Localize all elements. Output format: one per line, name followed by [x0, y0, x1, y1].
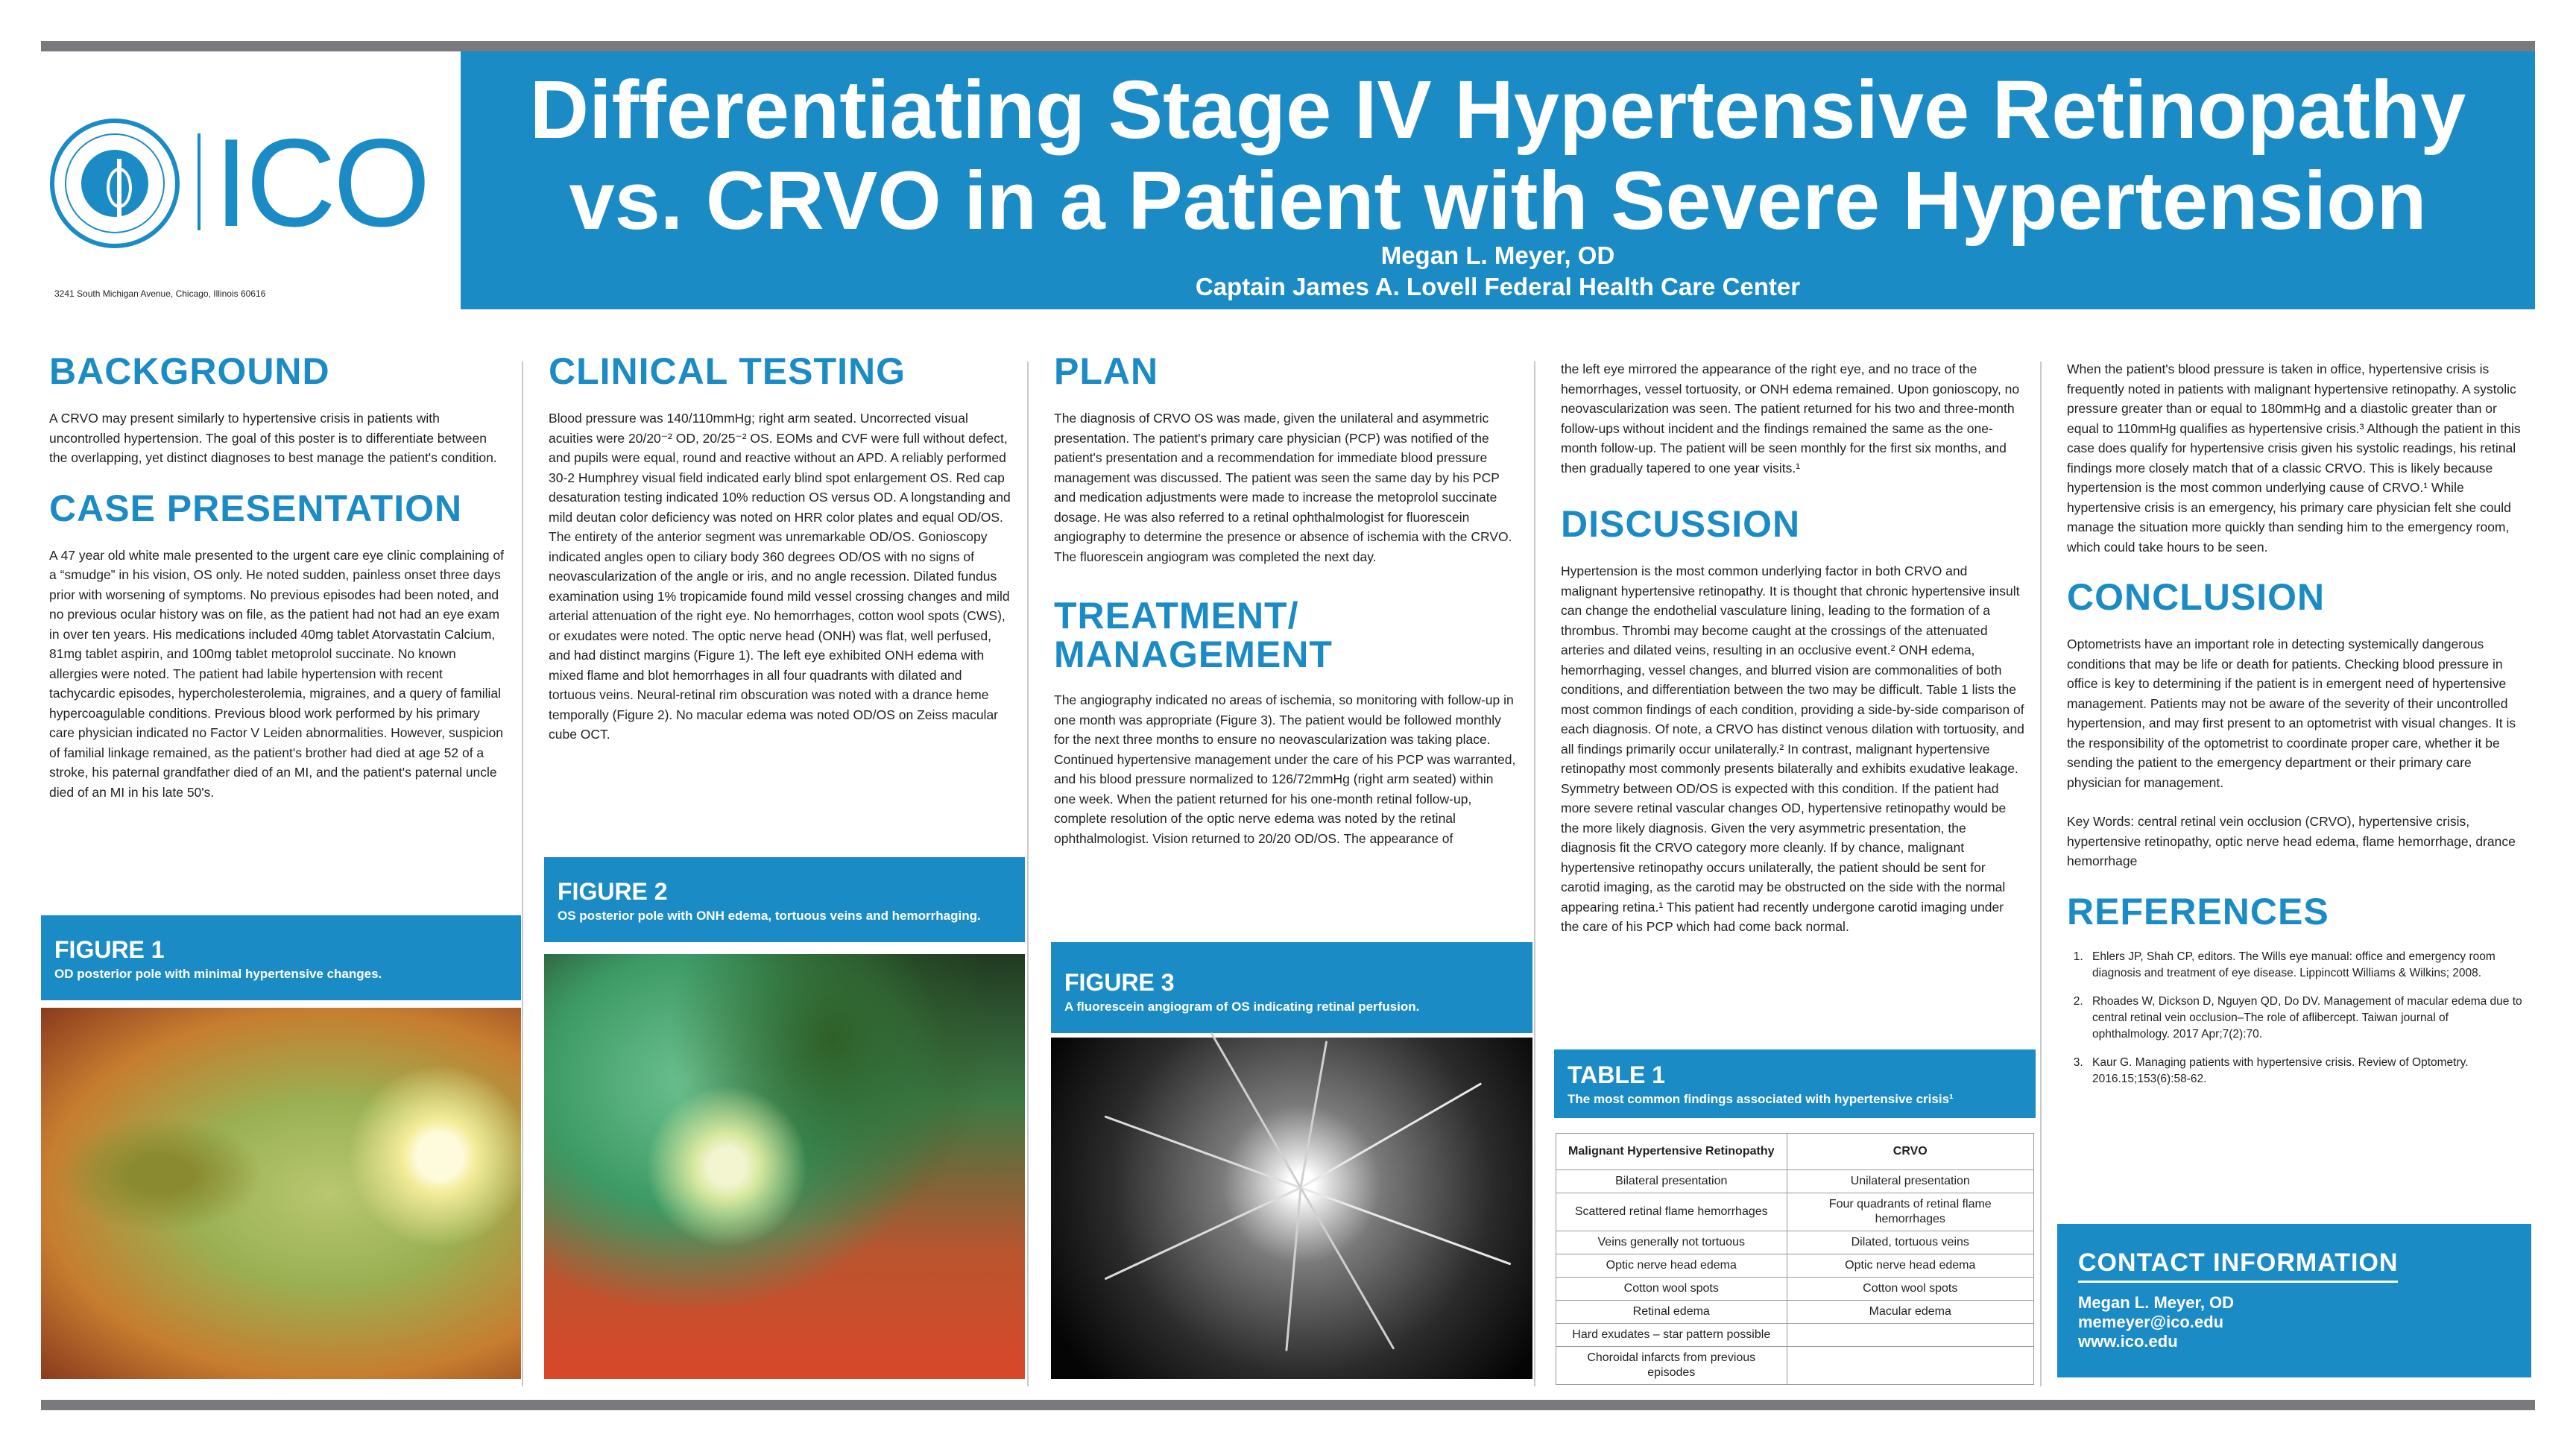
column-divider: [2040, 362, 2042, 1386]
discussion-continuation-text: When the patient's blood pressure is taken in office, hypertensive crisis is frequently noted in patients with malignant hypertensive retinopathy. A systolic pressure greater than or equal to 180mmHg and a diastolic greater than or equal to 110mmHg qualifies as hypertensive crisis.³ Although the patient in this case does qualify for hypertensive crisis given his systolic readings, his retinal findings more closely match that of a classic CRVO. This is likely because hypertension is the most common underlying cause of CRVO.¹ While hypertensive crisis is an emergency, his primary care physician felt she could manage the situation more quickly than sending him to the emergency room, which could take hours to be seen.: [2067, 362, 2521, 555]
title-line-1: Differentiating Stage IV Hypertensive Retinopathy: [529, 64, 2466, 156]
table-cell-mhr: Hard exudates – star pattern possible: [1556, 1324, 1787, 1347]
table-cell-mhr: Scattered retinal flame hemorrhages: [1556, 1193, 1787, 1231]
table-cell-crvo: Cotton wool spots: [1787, 1278, 2034, 1301]
table-1-header: [1554, 1049, 2036, 1118]
table-row: [1556, 1301, 2034, 1324]
address: 3241 South Michigan Avenue, Chicago, Illinois 60616: [54, 288, 266, 299]
figure-2-caption: OS posterior pole with ONH edema, tortuous veins and hemorrhaging.: [558, 909, 981, 923]
table-row: [1556, 1278, 2034, 1301]
contact-name: Megan L. Meyer, OD: [2078, 1293, 2235, 1312]
affiliation: Captain James A. Lovell Federal Health Care Center: [1195, 273, 1801, 300]
figure-2-title: FIGURE 2: [558, 878, 668, 905]
poster-title: [461, 65, 2535, 247]
title-line-2: vs. CRVO in a Patient with Severe Hypertension: [569, 155, 2427, 247]
table-row: [1556, 1170, 2034, 1193]
discussion-text: Hypertension is the most common underlying factor in both CRVO and malignant hypertensive retinopathy. It is thought that chronic hypertensive insult can change the endothelial vasculature lining, leading to the formation of a thrombus. Thrombi may become caught at the crossings of the attenuated arteries and dilated veins, resulting in an occlusive event.² ONH edema, hemorrhaging, vessel changes, and blurred vision are commonalities of both conditions, and differentiation between the two may be difficult. Table 1 lists the most common findings of each condition, providing a side-by-side comparison of each diagnosis. Of note, a CRVO has distinct venous dilation with tortuosity, and all findings primarily occur unilaterally.² In contrast, malignant hypertensive retinopathy most commonly presents bilaterally and exhibits exudative leakage. Symmetry between OD/OS is expected with this condition. If the patient had more severe retinal vascular changes OD, hypertensive retinopathy would be the more likely diagnosis. Given the very asymmetric presentation, the diagnosis fit the CRVO category more cleanly. If by chance, malignant hypertensive retinopathy occurs unilaterally, the patient should be sent for carotid imaging, as the carotid may be obstructed on the side with the normal appearing retina.¹ This patient had recently undergone carotid imaging under the care of his PCP which had come back normal.: [1561, 564, 2024, 934]
figure-2: [544, 857, 1025, 942]
table-1-caption: The most common findings associated with hypertensive crisis¹: [1568, 1092, 1954, 1106]
table-cell-mhr: Bilateral presentation: [1556, 1170, 1787, 1193]
table-header-crvo: CRVO: [1787, 1134, 2034, 1170]
figure-1-caption: OD posterior pole with minimal hypertensive changes.: [54, 967, 382, 981]
references-list: [2067, 949, 2529, 1087]
table-cell-mhr: Retinal edema: [1556, 1301, 1787, 1324]
bottom-bar: [41, 1400, 2535, 1410]
treatment-text: The angiography indicated no areas of ischemia, so monitoring with follow-up in one month was appropriate (Figure 3). The patient would be followed monthly for the next three months to ensure no neovascularization was taking place. Continued hypertensive management under the care of his PCP was warranted, and his blood pressure normalized to 126/72mmHg (right arm seated) within one week. When the patient returned for his one-month retinal follow-up, complete resolution of the optic nerve edema was noted by the retinal ophthalmologist. Vision returned to 20/20 OD/OS. The appearance of: [1054, 692, 1516, 846]
table-1: [1554, 1049, 2036, 1385]
background-heading: BACKGROUND: [49, 350, 330, 392]
header-banner: [461, 51, 2535, 309]
college-seal: [50, 119, 180, 248]
table-cell-mhr: Cotton wool spots: [1556, 1278, 1787, 1301]
figure-3-title: FIGURE 3: [1064, 969, 1175, 996]
figure-2-image: [544, 954, 1025, 1379]
column-1: [49, 350, 504, 821]
case-presentation-text: A 47 year old white male presented to the urgent care eye clinic complaining of a “smudge” in his vision, OS only. He noted sudden, painless onset three days prior with worsening of symptoms. No previous episodes had been noted, and no previous ocular history was on file, as the patient had not had an eye exam in over ten years. His medications included 40mg tablet Atorvastatin Calcium, 81mg tablet aspirin, and 100mg tablet metoprolol succinate. No known allergies were noted. The patient had labile hypertension with recent tachycardic episodes, hypercholesterolemia, migraines, and a query of familial hypercoagulable conditions. Previous blood work performed by his primary care physician indicated no Factor V Leiden abnormalities. However, suspicion of familial linkage remained, as the patient's brother had died at age 52 of a stroke, his paternal grandfather died of an MI, and the patient's paternal uncle died of an MI in his late 50's.: [49, 547, 504, 800]
column-4: [1561, 359, 2024, 956]
table-cell-crvo: Unilateral presentation: [1787, 1170, 2034, 1193]
figure-1-image: [41, 1008, 521, 1379]
ico-logo: ICO: [214, 113, 428, 253]
table-row: [1556, 1324, 2034, 1347]
treatment-heading: [1054, 596, 1516, 674]
figure-2-header: [544, 857, 1025, 942]
treatment-heading-line-2: MANAGEMENT: [1054, 634, 1333, 675]
logo-panel: [41, 51, 461, 309]
figure-3-header: [1051, 942, 1532, 1033]
top-bar: [41, 41, 2535, 51]
column-2: [549, 350, 1011, 764]
figure-1-header: [41, 915, 521, 1000]
discussion-heading: DISCUSSION: [1561, 503, 1801, 545]
treatment-continuation-text: the left eye mirrored the appearance of the right eye, and no trace of the hemorrhages, vessel tortuosity, or ONH edema remained. Upon gonioscopy, no neovascularization was seen. The patient returned for his two and three-month follow-ups without incident and the findings remained the same as the one-month follow-up. The patient will be seen monthly for the first six months, and then gradually tapered to one year visits.¹: [1561, 362, 2020, 476]
contact-website[interactable]: www.ico.edu: [2078, 1332, 2178, 1351]
author: Megan L. Meyer, OD: [1380, 242, 1615, 269]
table-row: [1556, 1193, 2034, 1231]
clinical-testing-text: Blood pressure was 140/110mmHg; right arm seated. Uncorrected visual acuities were 20/20⁻² OD, 20/25⁻² OS. EOMs and CVF were full without defect, and pupils were equal, round and reactive without an APD. A reliably performed 30-2 Humphrey visual field indicated early blind spot enlargement OS. Red cap desaturation testing indicated 10% reduction OS versus OD. A longstanding and mild deutan color deficiency was noted on HRR color plates and equal OD/OS. The entirety of the anterior segment was unremarkable OD/OS. Gonioscopy indicated angles open to ciliary body 360 degrees OD/OS with no signs of neovascularization of the angle or iris, and no angle recession. Dilated fundus examination using 1% tropicamide found mild vessel crossing changes and mild arterial attenuation of the right eye. No hemorrhages, cotton wool spots (CWS), or exudates were noted. The optic nerve head (ONH) was flat, well perfused, and had distinct margins (Figure 1). The left eye exhibited ONH edema with mixed flame and blot hemorrhages in all four quadrants with dilated and tortuous veins. Neural-retinal rim obscuration was noted with a drance heme temporally (Figure 2). No macular edema was noted OD/OS on Zeiss macular cube OCT.: [549, 411, 1011, 742]
column-divider: [1027, 362, 1029, 1386]
treatment-heading-line-1: TREATMENT/: [1054, 595, 1299, 637]
table-header-mhr: Malignant Hypertensive Retinopathy: [1556, 1134, 1787, 1170]
table-cell-mhr: Veins generally not tortuous: [1556, 1231, 1787, 1254]
table-cell-mhr: Choroidal infarcts from previous episodes: [1556, 1347, 1787, 1385]
table-row: [1556, 1347, 2034, 1385]
reference-item: 1. Ehlers JP, Shah CP, editors. The Wills eye manual: office and emergency room diagnosis and treatment of eye disease. Lippincott Williams & Wilkins; 2008.: [2086, 949, 2529, 982]
plan-heading: PLAN: [1054, 350, 1159, 392]
table-cell-crvo: Four quadrants of retinal flame hemorrhages: [1787, 1193, 2034, 1231]
table-row: [1556, 1254, 2034, 1278]
plan-text: The diagnosis of CRVO OS was made, given the unilateral and asymmetric presentation. The patient's primary care physician (PCP) was notified of the patient's presentation and a recommendation for immediate blood pressure management was discussed. The patient was seen the same day by his PCP and medication adjustments were made to increase the metoprolol succinate dosage. He was also referred to a retinal ophthalmologist for fluorescein angiography to determine the presence or absence of ischemia with the CRVO. The fluorescein angiogram was completed the next day.: [1054, 411, 1512, 564]
table-cell-crvo: Dilated, tortuous veins: [1787, 1231, 2034, 1254]
figure-3-caption: A fluorescein angiogram of OS indicating retinal perfusion.: [1064, 1000, 1420, 1014]
column-3: [1054, 350, 1516, 868]
table-cell-crvo: Macular edema: [1787, 1301, 2034, 1324]
figure-1: [41, 915, 521, 1000]
conclusion-text: Optometrists have an important role in detecting systemically dangerous conditions that may be life or death for patients. Checking blood pressure in office is key to determining if the patient is in emergent need of hypertensive management. Patients may not be aware of the severity of their uncontrolled hypertension, and may first present to an optometrist with visual changes. It is the responsibility of the optometrist to coordinate proper care, whether it be sending the patient to the emergency department or their primary care physician for management.: [2067, 637, 2516, 790]
conclusion-heading: CONCLUSION: [2067, 576, 2326, 618]
table-1-title: TABLE 1: [1568, 1061, 1665, 1088]
case-presentation-heading: CASE PRESENTATION: [49, 487, 463, 529]
contact-email[interactable]: memeyer@ico.edu: [2078, 1313, 2224, 1331]
contact-box: [2057, 1224, 2531, 1377]
logo-divider: [198, 133, 201, 230]
figure-3: [1051, 942, 1532, 1033]
table-cell-crvo: [1787, 1324, 2034, 1347]
reference-item: 3. Kaur G. Managing patients with hypertensive crisis. Review of Optometry. 2016.15;153(6):58-62.: [2086, 1055, 2529, 1087]
table-cell-mhr: Optic nerve head edema: [1556, 1254, 1787, 1278]
column-5: [2067, 359, 2529, 1099]
references-heading: REFERENCES: [2067, 890, 2329, 932]
table-row: [1556, 1231, 2034, 1254]
table-cell-crvo: [1787, 1347, 2034, 1385]
column-divider: [1534, 362, 1535, 1386]
column-divider: [522, 362, 523, 1386]
figure-3-image: [1051, 1038, 1532, 1379]
reference-item: 2. Rhoades W, Dickson D, Nguyen QD, Do DV. Management of macular edema due to central retinal vein occlusion–The role of aflibercept. Taiwan journal of ophthalmology. 2017 Apr;7(2):70.: [2086, 994, 2529, 1043]
background-text: A CRVO may present similarly to hypertensive crisis in patients with uncontrolled hypertension. The goal of this poster is to differentiate between the overlapping, yet distinct diagnoses to best manage the patient's condition.: [49, 411, 497, 465]
contact-heading: CONTACT INFORMATION: [2078, 1248, 2398, 1283]
clinical-testing-heading: CLINICAL TESTING: [549, 350, 906, 392]
findings-table: [1556, 1133, 2034, 1385]
figure-1-title: FIGURE 1: [54, 936, 165, 963]
keywords-text: Key Words: central retinal vein occlusion (CRVO), hypertensive crisis, hypertensive retinopathy, optic nerve head edema, flame hemorrhage, drance hemorrhage: [2067, 814, 2516, 868]
table-cell-crvo: Optic nerve head edema: [1787, 1254, 2034, 1278]
